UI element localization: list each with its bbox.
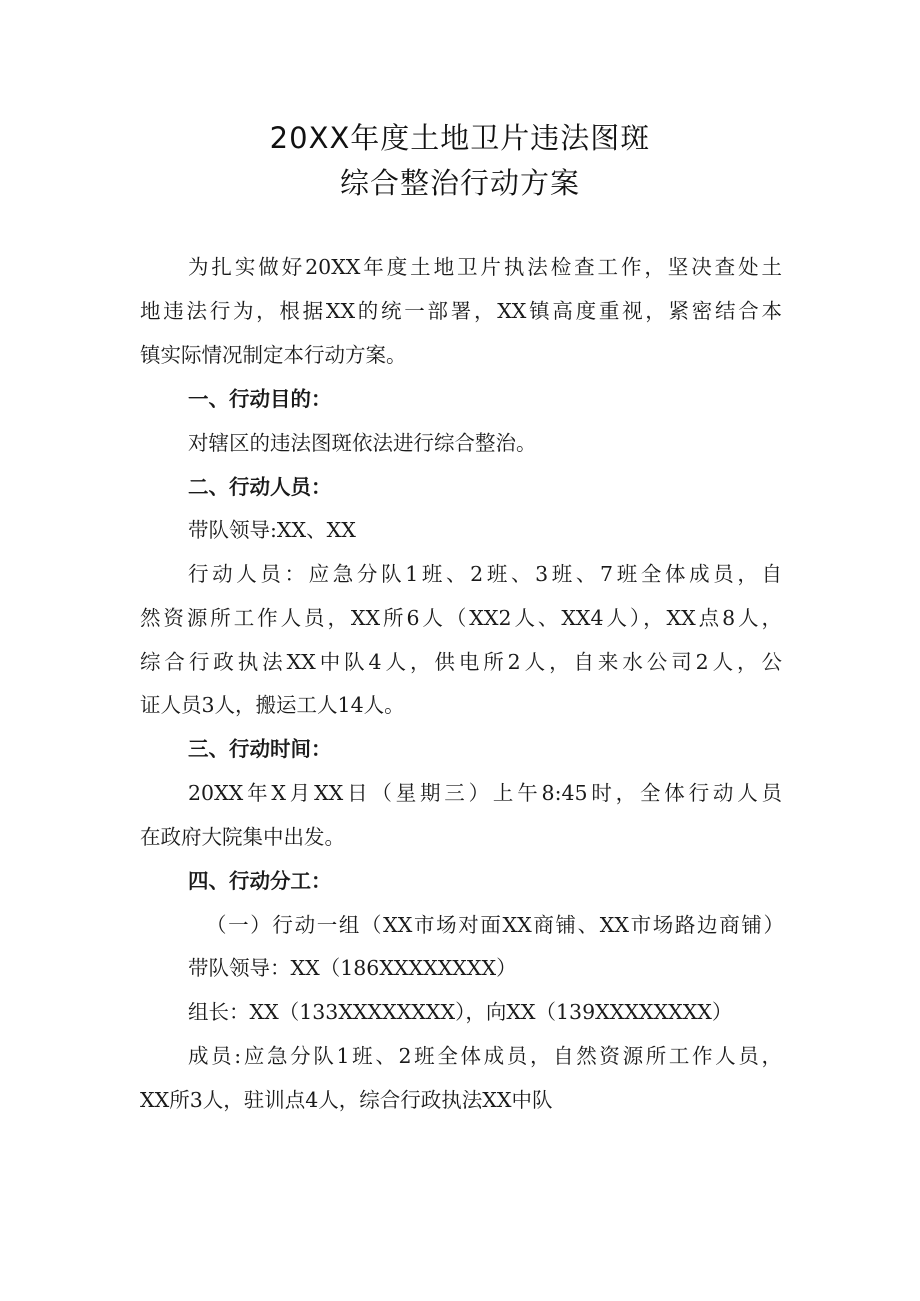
section-1-heading: 一、行动目的：: [188, 387, 332, 411]
section-3-heading: 三、行动时间：: [188, 737, 332, 761]
section-2-heading: 二、行动人员：: [188, 475, 332, 499]
section-2-leader: 带队领导:XX、XX: [188, 518, 356, 542]
section-1-body: 对辖区的违法图斑依法进行综合整治。: [188, 431, 537, 455]
group-1-head: 组长：XX（133XXXXXXXX），向XX（139XXXXXXXX）: [188, 1000, 733, 1024]
section-4-heading: 四、行动分工：: [188, 869, 332, 893]
section-3-body-line-1: 20XX年X月XX日（星期三）上午8:45时，全体行动人员: [188, 781, 782, 805]
document-title-line-2: 综合整治行动方案: [339, 166, 580, 200]
intro-line-1: 为扎实做好20XX年度土地卫片执法检查工作，坚决查处土: [188, 255, 782, 279]
section-2-members-line-4: 证人员3人，搬运工人14人。: [140, 693, 405, 717]
section-2-members-line-3: 综合行政执法XX中队4人，供电所2人，自来水公司2人，公: [140, 650, 782, 674]
document-title-line-1: 20XX年度土地卫片违法图斑: [269, 121, 651, 155]
group-1-members-line-2: XX所3人，驻训点4人，综合行政执法XX中队: [140, 1088, 553, 1112]
intro-line-2: 地违法行为，根据XX的统一部署，XX镇高度重视，紧密结合本: [140, 299, 782, 323]
intro-line-3: 镇实际情况制定本行动方案。: [140, 343, 407, 367]
section-3-body-line-2: 在政府大院集中出发。: [140, 825, 345, 849]
section-2-members-line-1: 行动人员：应急分队1班、2班、3班、7班全体成员，自: [188, 562, 782, 586]
section-2-members-line-2: 然资源所工作人员，XX所6人（XX2人、XX4人），XX点8人，: [140, 606, 782, 630]
group-1-title: （一）行动一组（XX市场对面XX商铺、XX市场路边商铺）: [206, 913, 784, 937]
group-1-members-line-1: 成员:应急分队1班、2班全体成员，自然资源所工作人员，: [188, 1044, 782, 1068]
group-1-leader: 带队领导：XX（186XXXXXXXX）: [188, 956, 517, 980]
